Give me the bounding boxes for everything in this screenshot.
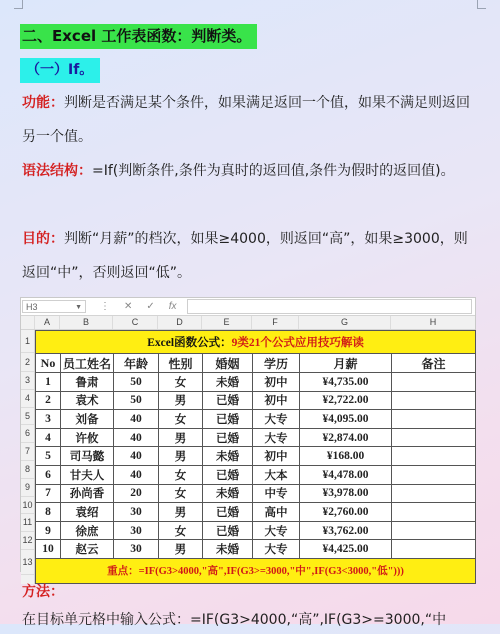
table-cell[interactable]: 大专 <box>253 410 300 429</box>
table-cell[interactable]: 已婚 <box>203 465 253 484</box>
table-cell[interactable]: 已婚 <box>203 391 253 410</box>
table-cell[interactable]: 1 <box>36 373 61 392</box>
table-row <box>36 410 476 429</box>
column-title-cell[interactable]: 备注 <box>392 354 476 373</box>
table-cell[interactable]: 女 <box>159 465 203 484</box>
row-header[interactable]: 2 <box>21 353 34 372</box>
table-cell[interactable]: 大专 <box>253 540 300 559</box>
table-cell[interactable] <box>392 428 476 447</box>
column-header[interactable]: C <box>113 316 158 329</box>
name-box[interactable]: H3 ▼ <box>22 300 86 313</box>
table-cell[interactable]: 30 <box>114 503 159 522</box>
row-header[interactable]: 11 <box>21 514 34 532</box>
fx-icon[interactable]: fx <box>168 301 177 312</box>
row-header[interactable]: 1 <box>21 330 34 353</box>
table-cell[interactable]: 女 <box>159 521 203 540</box>
table-cell[interactable]: 男 <box>159 447 203 466</box>
table-row <box>36 484 476 503</box>
method-text: 在目标单元格中输入公式：=IF(G3>4000,“高”,IF(G3>=3000,“中 <box>22 612 447 628</box>
more-icon: ⋮ <box>100 301 110 312</box>
page-corner-mark-right <box>477 0 486 9</box>
table-cell[interactable]: 已婚 <box>203 503 253 522</box>
column-header[interactable]: G <box>299 316 391 329</box>
column-header[interactable]: A <box>35 316 60 329</box>
sheet-subtitle: 9类21个公式应用技巧解读 <box>231 337 364 349</box>
table-cell[interactable]: 40 <box>114 428 159 447</box>
row-header[interactable]: 4 <box>21 390 34 408</box>
section-heading: 二、Excel 工作表函数：判断类。 <box>20 24 257 49</box>
column-title-cell[interactable]: 婚姻 <box>203 354 253 373</box>
table-cell[interactable]: 徐庶 <box>61 521 114 540</box>
formula-input[interactable] <box>187 299 472 314</box>
purpose-text: 判断“月薪”的档次，如果≥4000，则返回“高”，如果≥3000，则返回“中”，否则返回“低”。 <box>22 231 468 281</box>
table-cell[interactable]: 已婚 <box>203 410 253 429</box>
row-header[interactable]: 7 <box>21 443 34 461</box>
purpose-label: 目的： <box>22 231 64 247</box>
table-cell[interactable]: 大专 <box>253 521 300 540</box>
sheet-title: Excel函数公式： <box>147 337 232 349</box>
data-table <box>35 330 476 584</box>
table-cell[interactable]: ¥4,425.00 <box>300 540 392 559</box>
table-cell[interactable]: 未婚 <box>203 373 253 392</box>
table-cell[interactable]: 许攸 <box>61 428 114 447</box>
syntax-label: 语法结构： <box>22 163 92 179</box>
note-cell[interactable]: 重点：=IF(G3>4000,"高",IF(G3>=3000,"中",IF(G3<3000,"低"))) <box>36 558 476 583</box>
select-all-corner[interactable] <box>21 316 35 329</box>
table-cell[interactable]: 7 <box>36 484 61 503</box>
column-title-cell[interactable]: 年龄 <box>114 354 159 373</box>
row-header[interactable]: 13 <box>21 550 34 575</box>
table-cell[interactable]: 赵云 <box>61 540 114 559</box>
table-cell[interactable]: 6 <box>36 465 61 484</box>
row-header[interactable]: 3 <box>21 372 34 390</box>
table-cell[interactable]: 5 <box>36 447 61 466</box>
table-cell[interactable]: ¥3,978.00 <box>300 484 392 503</box>
table-cell[interactable]: 初中 <box>253 373 300 392</box>
table-cell[interactable]: 女 <box>159 484 203 503</box>
function-label: 功能： <box>22 95 64 111</box>
table-cell[interactable]: 刘备 <box>61 410 114 429</box>
table-cell[interactable]: 男 <box>159 503 203 522</box>
subsection-heading: （一）If。 <box>20 58 100 83</box>
method-label: 方法： <box>22 584 64 600</box>
sheet-grid <box>35 330 475 584</box>
table-cell[interactable]: ¥168.00 <box>300 447 392 466</box>
table-body <box>36 373 476 559</box>
table-cell[interactable] <box>392 521 476 540</box>
table-cell[interactable]: 30 <box>114 540 159 559</box>
table-cell[interactable]: 女 <box>159 410 203 429</box>
table-row <box>36 465 476 484</box>
table-cell[interactable]: 8 <box>36 503 61 522</box>
column-title-cell[interactable]: 月薪 <box>300 354 392 373</box>
row-headers <box>21 330 35 584</box>
table-cell[interactable]: ¥3,762.00 <box>300 521 392 540</box>
syntax-text: =If(判断条件,条件为真时的返回值,条件为假时的返回值)。 <box>92 163 455 179</box>
column-header[interactable]: E <box>202 316 252 329</box>
table-row <box>36 391 476 410</box>
table-cell[interactable] <box>392 447 476 466</box>
table-cell[interactable] <box>392 465 476 484</box>
page-corner-mark-left <box>14 0 23 9</box>
table-cell[interactable]: 40 <box>114 410 159 429</box>
table-row <box>36 373 476 392</box>
table-cell[interactable]: 10 <box>36 540 61 559</box>
table-cell[interactable]: 未婚 <box>203 484 253 503</box>
table-cell[interactable]: 4 <box>36 428 61 447</box>
column-header[interactable]: F <box>252 316 299 329</box>
table-cell[interactable]: 孙尚香 <box>61 484 114 503</box>
table-cell[interactable] <box>392 540 476 559</box>
column-title-cell[interactable]: 员工姓名 <box>61 354 114 373</box>
table-cell[interactable]: ¥2,722.00 <box>300 391 392 410</box>
table-cell[interactable]: ¥2,760.00 <box>300 503 392 522</box>
column-title-cell[interactable]: 学历 <box>253 354 300 373</box>
table-cell[interactable]: 40 <box>114 465 159 484</box>
table-cell[interactable]: 未婚 <box>203 540 253 559</box>
table-cell[interactable]: 2 <box>36 391 61 410</box>
table-cell[interactable] <box>392 484 476 503</box>
table-cell[interactable]: ¥2,874.00 <box>300 428 392 447</box>
table-cell[interactable]: ¥4,735.00 <box>300 373 392 392</box>
table-row <box>36 503 476 522</box>
table-cell[interactable] <box>392 410 476 429</box>
table-cell[interactable] <box>392 391 476 410</box>
row-header[interactable]: 10 <box>21 497 34 515</box>
row-header[interactable]: 8 <box>21 461 34 479</box>
table-cell[interactable] <box>392 373 476 392</box>
table-cell[interactable]: 50 <box>114 373 159 392</box>
table-cell[interactable]: ¥4,095.00 <box>300 410 392 429</box>
confirm-icon[interactable]: ✓ <box>146 301 155 312</box>
table-cell[interactable]: 袁术 <box>61 391 114 410</box>
header-row <box>36 354 476 373</box>
table-cell[interactable]: 已婚 <box>203 428 253 447</box>
column-header[interactable]: H <box>429 317 437 327</box>
table-cell[interactable]: 初中 <box>253 447 300 466</box>
column-title-cell[interactable]: No <box>36 354 61 373</box>
table-cell[interactable]: 初中 <box>253 391 300 410</box>
cancel-icon[interactable]: ✕ <box>124 301 133 312</box>
table-cell[interactable]: 男 <box>159 540 203 559</box>
table-cell[interactable]: 袁绍 <box>61 503 114 522</box>
table-cell[interactable] <box>392 503 476 522</box>
table-row <box>36 447 476 466</box>
row-header[interactable]: 6 <box>21 425 34 443</box>
function-text: 判断是否满足某个条件，如果满足返回一个值，如果不满足则返回另一个值。 <box>22 95 470 145</box>
column-title-cell[interactable]: 性别 <box>159 354 203 373</box>
row-header[interactable]: 9 <box>21 479 34 497</box>
table-cell[interactable]: 男 <box>159 391 203 410</box>
column-headers <box>21 316 475 330</box>
table-cell[interactable]: 40 <box>114 447 159 466</box>
column-header[interactable]: B <box>60 316 113 329</box>
table-cell[interactable]: 20 <box>114 484 159 503</box>
syntax-paragraph <box>22 154 478 188</box>
table-cell[interactable]: 中专 <box>253 484 300 503</box>
purpose-paragraph <box>22 222 478 290</box>
table-row <box>36 521 476 540</box>
table-cell[interactable]: 大本 <box>253 465 300 484</box>
table-cell[interactable]: 30 <box>114 521 159 540</box>
table-cell[interactable]: 司马懿 <box>61 447 114 466</box>
row-header[interactable]: 5 <box>21 408 34 426</box>
function-paragraph <box>22 86 478 154</box>
formula-bar <box>21 298 475 316</box>
column-header[interactable]: D <box>158 316 202 329</box>
table-cell[interactable]: ¥4,478.00 <box>300 465 392 484</box>
table-cell[interactable]: 9 <box>36 521 61 540</box>
table-cell[interactable]: 女 <box>159 373 203 392</box>
table-cell[interactable]: 高中 <box>253 503 300 522</box>
table-cell[interactable]: 50 <box>114 391 159 410</box>
sheet-title-cell[interactable] <box>36 331 476 354</box>
table-row <box>36 540 476 559</box>
table-cell[interactable]: 鲁肃 <box>61 373 114 392</box>
chevron-down-icon: ▼ <box>75 304 82 311</box>
table-row <box>36 428 476 447</box>
table-cell[interactable]: 男 <box>159 428 203 447</box>
table-cell[interactable]: 已婚 <box>203 521 253 540</box>
table-cell[interactable]: 未婚 <box>203 447 253 466</box>
table-cell[interactable]: 3 <box>36 410 61 429</box>
row-header[interactable]: 12 <box>21 532 34 550</box>
table-cell[interactable]: 大专 <box>253 428 300 447</box>
table-cell[interactable]: 甘夫人 <box>61 465 114 484</box>
spreadsheet-screenshot <box>20 297 476 578</box>
